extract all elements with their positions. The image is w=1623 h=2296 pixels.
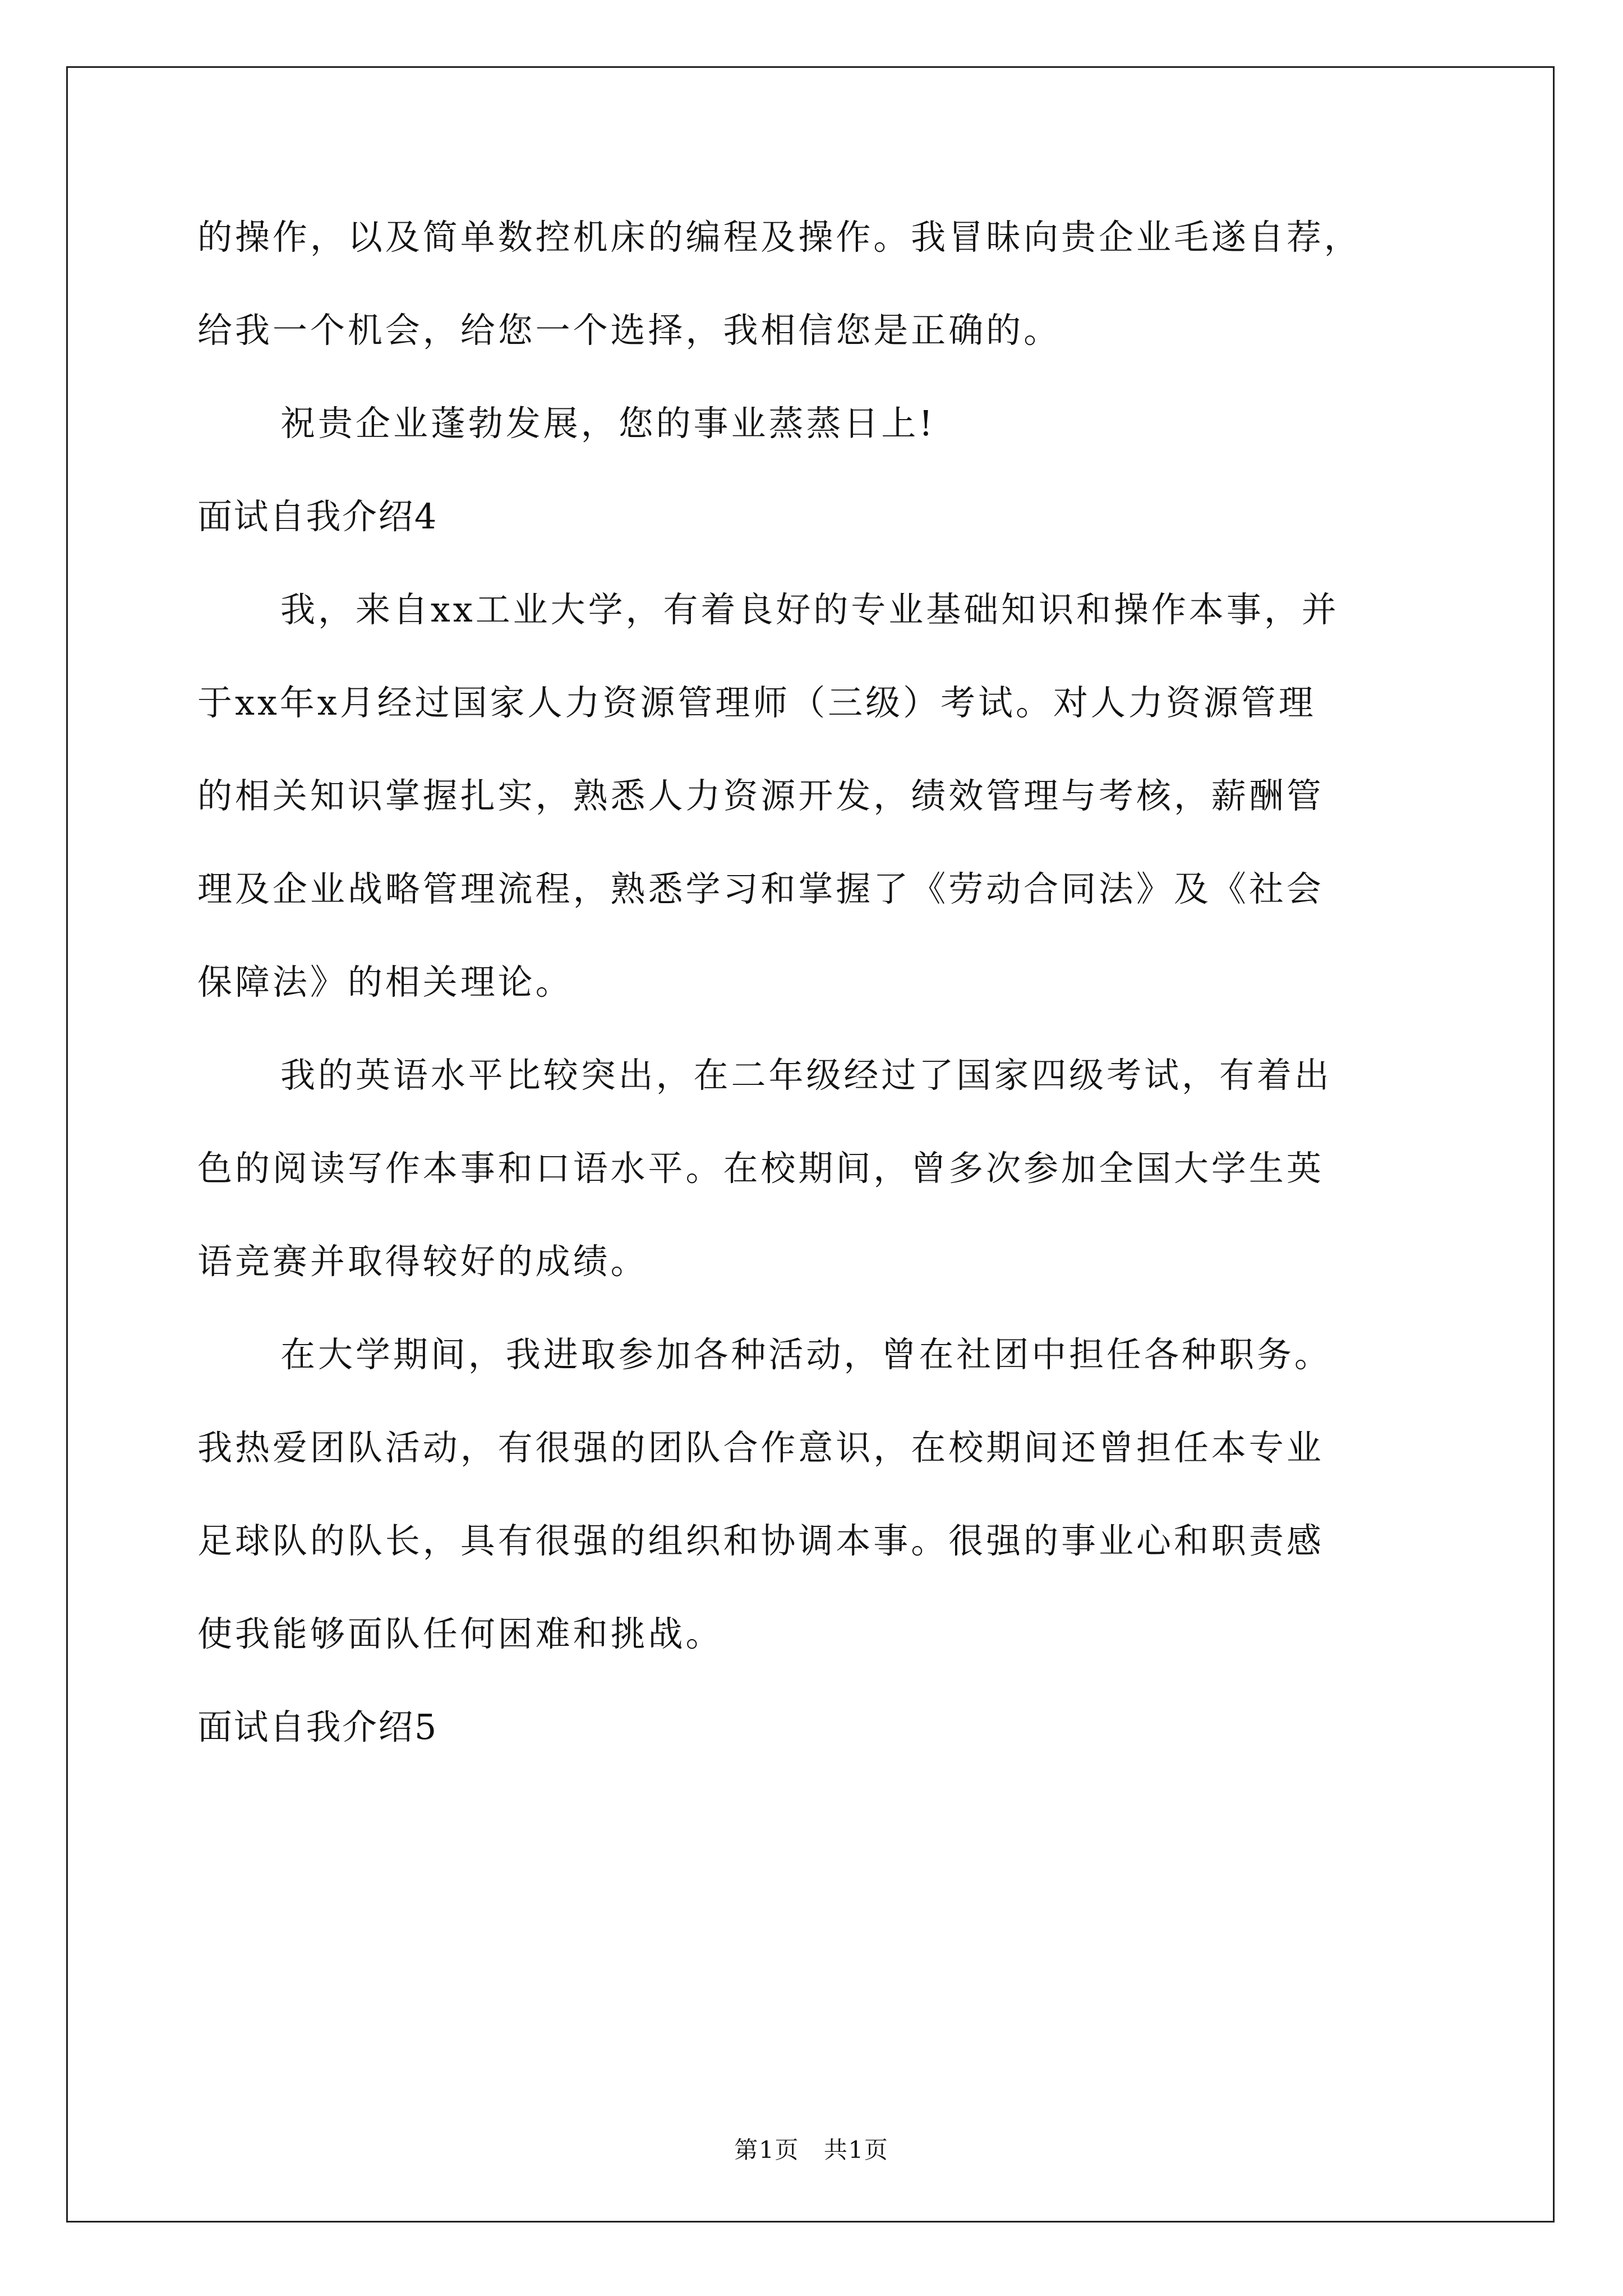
paragraph-line: 我的英语水平比较突出，在二年级经过了国家四级考试，有着出: [280, 1055, 1332, 1096]
paragraph-line: 我，来自xx工业大学，有着良好的专业基础知识和操作本事，并: [280, 589, 1339, 630]
paragraph-line: 在大学期间，我进取参加各种活动，曾在社团中担任各种职务。: [280, 1334, 1332, 1375]
section-heading: 面试自我介绍4: [197, 496, 438, 537]
paragraph-line: 理及企业战略管理流程，熟悉学习和掌握了《劳动合同法》及《社会: [197, 868, 1324, 909]
paragraph-line: 足球队的队长，具有很强的组织和协调本事。很强的事业心和职责感: [197, 1520, 1324, 1561]
paragraph-line: 给我一个机会，给您一个选择，我相信您是正确的。: [197, 310, 1062, 351]
page-number-footer: 第1页 共1页: [734, 2136, 889, 2164]
paragraph-line: 保障法》的相关理论。: [197, 961, 573, 1002]
section-heading: 面试自我介绍5: [197, 1706, 438, 1747]
paragraph-line: 我热爱团队活动，有很强的团队合作意识，在校期间还曾担任本专业: [197, 1427, 1324, 1468]
paragraph-line: 使我能够面队任何困难和挑战。: [197, 1613, 723, 1654]
paragraph-line: 的操作，以及简单数控机床的编程及操作。我冒昧向贵企业毛遂自荐，: [197, 217, 1362, 257]
paragraph-line: 色的阅读写作本事和口语水平。在校期间，曾多次参加全国大学生英: [197, 1148, 1324, 1189]
paragraph-line: 语竞赛并取得较好的成绩。: [197, 1241, 648, 1282]
paragraph-line: 于xx年x月经过国家人力资源管理师（三级）考试。对人力资源管理: [197, 682, 1316, 723]
document-body: [197, 191, 1431, 1774]
paragraph-line: 的相关知识掌握扎实，熟悉人力资源开发，绩效管理与考核，薪酬管: [197, 775, 1324, 816]
paragraph-line: 祝贵企业蓬勃发展，您的事业蒸蒸日上!: [280, 403, 936, 444]
